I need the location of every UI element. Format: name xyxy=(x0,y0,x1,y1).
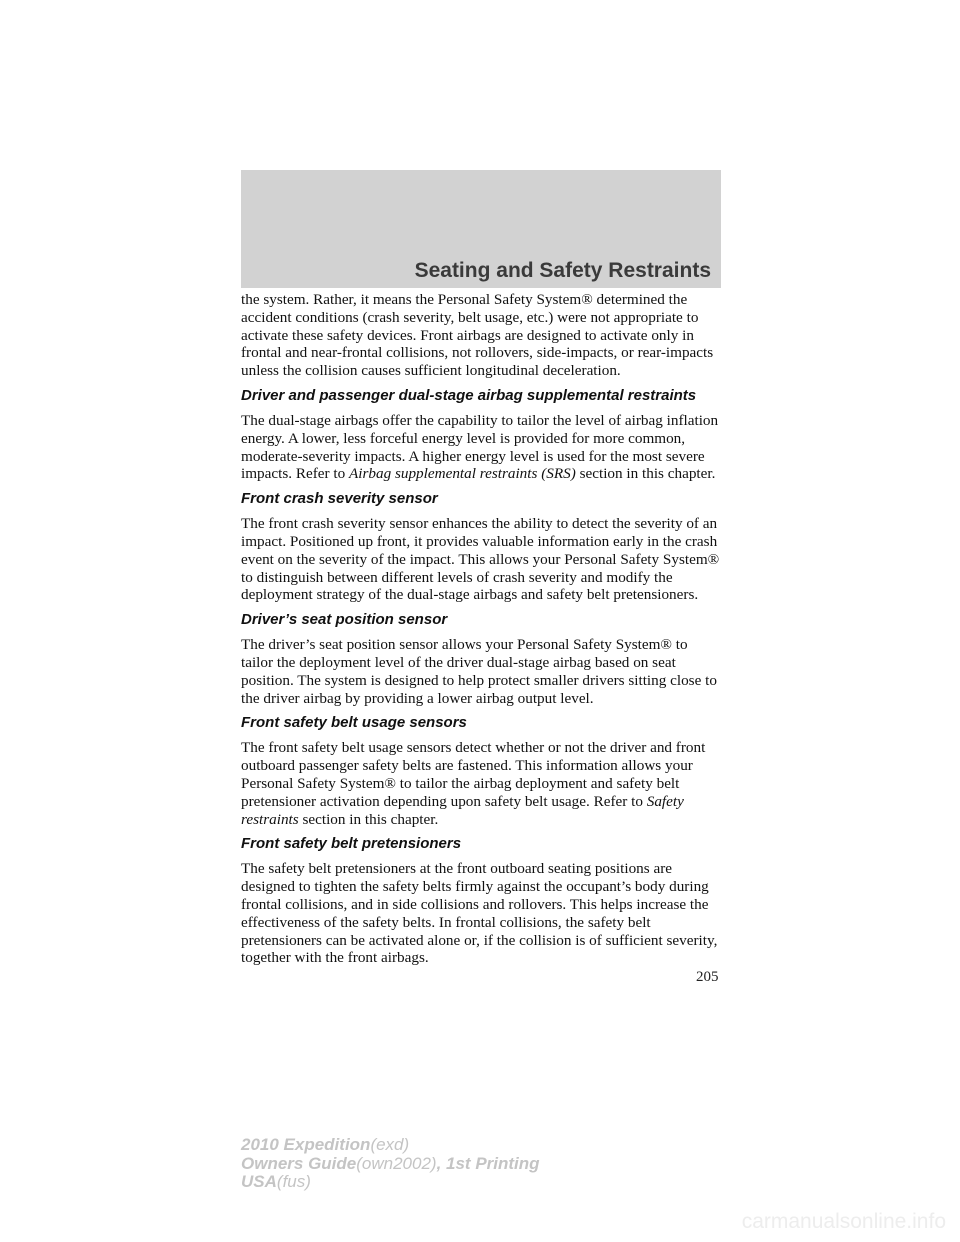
paragraph-text: The front crash severity sensor enhances the ability to detect the severity of an impact. Positioned up front, it provides valuable information early in the crash event on the severity of the impact. This allows your Personal Safety System® to distinguish between different levels of crash severity and modify the deployment strategy of the dual-stage airbags and safety belt pretensioners. xyxy=(241,515,720,604)
paragraph-text: The driver’s seat position sensor allows your Personal Safety System® to tailor the deployment level of the driver dual-stage airbag based on seat position. The system is designed to help protect smaller drivers sitting close to the driver airbag by providing a lower airbag output level. xyxy=(241,636,717,707)
heading-crash-severity-sensor: Front crash severity sensor xyxy=(241,490,438,508)
paragraph-dual-stage-airbags xyxy=(241,412,721,483)
watermark: carmanualsonline.info xyxy=(741,1210,946,1233)
footer-guide-code: (own2002) xyxy=(356,1153,437,1173)
paragraph-belt-pretensioners xyxy=(241,860,721,967)
footer-line-market xyxy=(241,1173,540,1192)
paragraph-intro xyxy=(241,291,721,380)
paragraph-seat-position-sensor xyxy=(241,636,721,707)
heading-belt-pretensioners: Front safety belt pretensioners xyxy=(241,835,462,853)
footer-model: 2010 Expedition xyxy=(241,1135,371,1154)
paragraph-text: The safety belt pretensioners at the front outboard seating positions are designed to tighten the safety belts firmly against the occupant’s body during frontal collisions, and in side collisions and rollovers. This helps increase the effectiveness of the safety belts. In frontal collisions, the safety belt pretensioners can be activated alone or, if the collision is of sufficient severity, together with the front airbags. xyxy=(241,860,718,967)
paragraph-belt-usage-sensors xyxy=(241,739,721,828)
document-footer xyxy=(241,1136,540,1192)
footer-line-model xyxy=(241,1136,540,1155)
paragraph-text-after: section in this chapter. xyxy=(302,810,439,828)
cross-reference: Safety restraints xyxy=(241,792,684,828)
footer-market-code: (fus) xyxy=(276,1172,311,1191)
heading-seat-position-sensor: Driver’s seat position sensor xyxy=(241,611,448,629)
paragraph-text: The front safety belt usage sensors detect whether or not the driver and front outboard passenger safety belts are fastened. This information allows your Personal Safety System® to tailor the airbag deployment and safety belt pretensioner activation depending upon safety belt usage. Refer to xyxy=(241,739,706,810)
footer-market: USA xyxy=(241,1172,277,1191)
footer-model-code: (exd) xyxy=(370,1135,410,1154)
cross-reference: Airbag supplemental restraints (SRS) xyxy=(348,465,576,483)
paragraph-text: The dual-stage airbags offer the capability to tailor the level of airbag inflation energy. A lower, less forceful energy level is provided for more common, moderate-severity impacts. A higher energy level is used for the most severe impacts. Refer to xyxy=(241,411,719,483)
paragraph-text: the system. Rather, it means the Personal Safety System® determined the accident conditions (crash severity, belt usage, etc.) were not appropriate to activate these safety devices. Front airbags are designed to activate only in frontal and near-frontal collisions, not rollovers, side-impacts, or rear-impacts unless the collision causes sufficient longitudinal deceleration. xyxy=(241,291,714,380)
footer-guide: Owners Guide xyxy=(241,1153,357,1173)
page-number: 205 xyxy=(696,969,719,985)
heading-belt-usage-sensors: Front safety belt usage sensors xyxy=(241,714,467,732)
heading-dual-stage-airbags: Driver and passenger dual-stage airbag supplemental restraints xyxy=(241,386,697,404)
footer-line-guide xyxy=(241,1155,540,1174)
page-content xyxy=(241,291,721,974)
paragraph-crash-severity-sensor xyxy=(241,515,721,604)
paragraph-text-after: section in this chapter. xyxy=(579,465,716,483)
section-title: Seating and Safety Restraints xyxy=(414,259,711,282)
footer-printing: , 1st Printing xyxy=(436,1153,540,1173)
section-header xyxy=(241,170,721,288)
